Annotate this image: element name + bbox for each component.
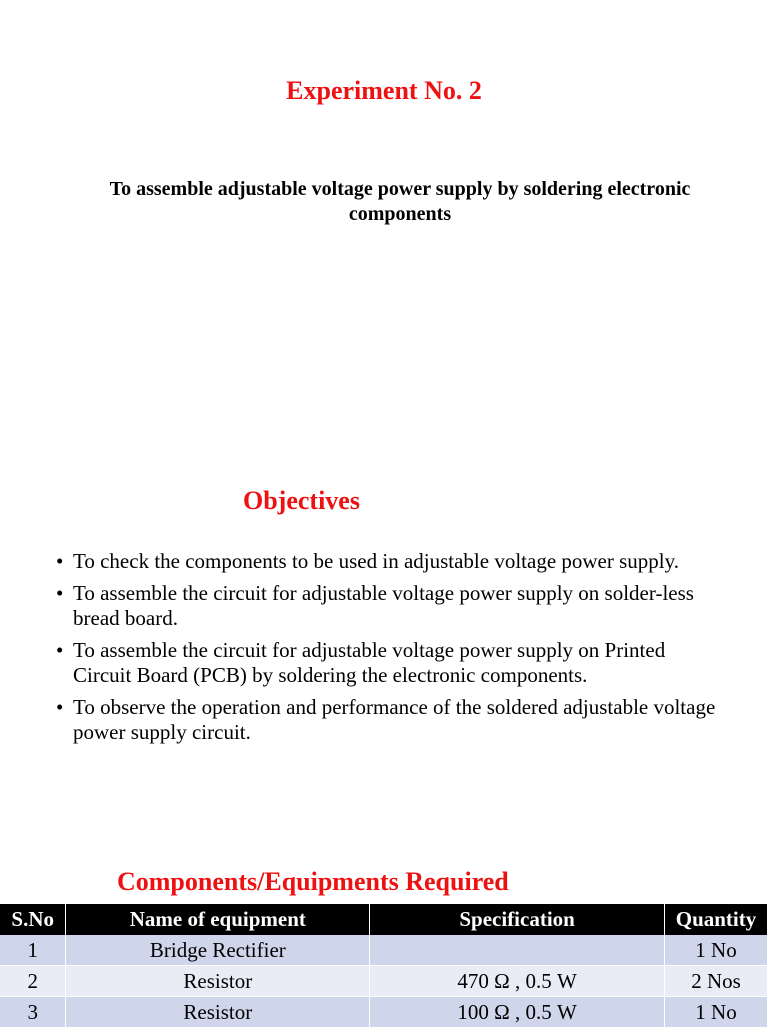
- table-row: [0, 997, 768, 1028]
- column-header-sno: S.No: [0, 904, 66, 935]
- cell-specification: 100 Ω , 0.5 W: [370, 997, 665, 1028]
- cell-sno: 3: [0, 997, 66, 1028]
- cell-sno: 1: [0, 935, 66, 966]
- bullet-icon: •: [56, 581, 64, 605]
- bullet-icon: •: [56, 549, 64, 573]
- bullet-icon: •: [56, 638, 64, 662]
- experiment-aim: To assemble adjustable voltage power supply by soldering electronic components: [109, 178, 691, 225]
- components-heading: Components/Equipments Required: [117, 867, 509, 896]
- cell-sno: 2: [0, 966, 66, 997]
- list-item: [56, 549, 716, 574]
- cell-quantity: 1 No: [665, 935, 768, 966]
- table-row: [0, 966, 768, 997]
- objectives-heading: Objectives: [243, 486, 360, 515]
- components-table: [0, 904, 768, 1028]
- cell-name: Resistor: [66, 997, 370, 1028]
- table-header-row: [0, 904, 768, 935]
- bullet-icon: •: [56, 695, 64, 719]
- cell-quantity: 1 No: [665, 997, 768, 1028]
- cell-name: Resistor: [66, 966, 370, 997]
- cell-specification: [370, 935, 665, 966]
- list-item: [56, 581, 716, 631]
- column-header-name: Name of equipment: [66, 904, 370, 935]
- cell-quantity: 2 Nos: [665, 966, 768, 997]
- column-header-quantity: Quantity: [665, 904, 768, 935]
- cell-specification: 470 Ω , 0.5 W: [370, 966, 665, 997]
- objective-text: To assemble the circuit for adjustable voltage power supply on solder-less bread board.: [73, 581, 694, 630]
- objective-text: To assemble the circuit for adjustable voltage power supply on Printed Circuit Board (PCB) by soldering the electronic components.: [73, 638, 666, 687]
- objective-text: To check the components to be used in adjustable voltage power supply.: [73, 549, 680, 573]
- list-item: [56, 638, 716, 688]
- page-title: Experiment No. 2: [286, 76, 482, 105]
- column-header-specification: Specification: [370, 904, 665, 935]
- objectives-list: [56, 549, 716, 752]
- objective-text: To observe the operation and performance of the soldered adjustable voltage power supply circuit.: [73, 695, 716, 744]
- cell-name: Bridge Rectifier: [66, 935, 370, 966]
- list-item: [56, 695, 716, 745]
- table-row: [0, 935, 768, 966]
